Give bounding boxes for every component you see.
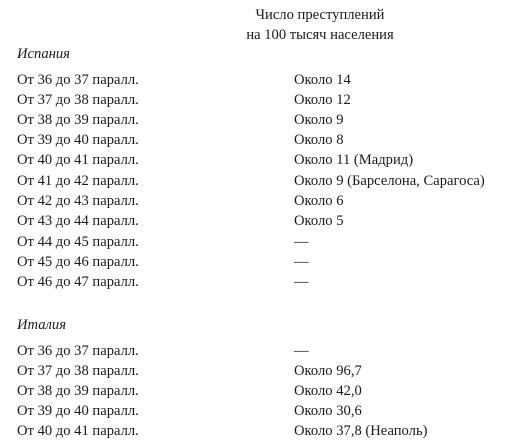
row-value: Около 12: [294, 92, 351, 108]
table-header: [220, 5, 420, 45]
table-row: [0, 232, 507, 252]
row-value: Около 42,0: [294, 383, 362, 399]
row-label: От 38 до 39 паралл.: [17, 383, 139, 399]
row-label: От 39 до 40 паралл.: [17, 132, 139, 148]
row-value: Около 9 (Барселона, Сарагоса): [294, 173, 485, 189]
row-label: От 37 до 38 паралл.: [17, 92, 139, 108]
row-value: Около 11 (Мадрид): [294, 152, 414, 168]
row-label: От 39 до 40 паралл.: [17, 403, 139, 419]
section-title-italy: Италия: [17, 317, 66, 333]
table-row: [0, 421, 507, 441]
table-row: [0, 191, 507, 211]
header-line-2: на 100 тысяч населения: [246, 27, 394, 43]
table-row: [0, 211, 507, 231]
row-label: От 36 до 37 паралл.: [17, 343, 139, 359]
row-label: От 43 до 44 паралл.: [17, 213, 139, 229]
row-value: —: [294, 343, 309, 359]
row-label: От 41 до 42 паралл.: [17, 173, 139, 189]
row-value: —: [294, 254, 309, 270]
row-label: От 45 до 46 паралл.: [17, 254, 139, 270]
table-row: [0, 110, 507, 130]
row-label: От 42 до 43 паралл.: [17, 193, 139, 209]
table-row: [0, 272, 507, 292]
header-line-1: Число преступлений: [255, 7, 385, 23]
table-row: [0, 401, 507, 421]
row-value: Около 9: [294, 112, 344, 128]
table-row: [0, 341, 507, 361]
table-row: [0, 252, 507, 272]
section-title-spain: Испания: [17, 46, 70, 62]
row-value: Около 96,7: [294, 363, 362, 379]
table-row: [0, 381, 507, 401]
row-value: —: [294, 234, 309, 250]
row-value: Около 5: [294, 213, 344, 229]
row-value: —: [294, 274, 309, 290]
row-value: Около 6: [294, 193, 344, 209]
table-row: [0, 90, 507, 110]
row-label: От 37 до 38 паралл.: [17, 363, 139, 379]
row-value: Около 8: [294, 132, 344, 148]
row-value: Около 30,6: [294, 403, 362, 419]
row-label: От 40 до 41 паралл.: [17, 152, 139, 168]
table-row: [0, 171, 507, 191]
row-value: Около 14: [294, 72, 351, 88]
row-label: От 46 до 47 паралл.: [17, 274, 139, 290]
row-label: От 40 до 41 паралл.: [17, 423, 139, 439]
row-label: От 36 до 37 паралл.: [17, 72, 139, 88]
table-row: [0, 70, 507, 90]
table-row: [0, 361, 507, 381]
row-label: От 38 до 39 паралл.: [17, 112, 139, 128]
row-value: Около 37,8 (Неаполь): [294, 423, 428, 439]
table-row: [0, 150, 507, 170]
row-label: От 44 до 45 паралл.: [17, 234, 139, 250]
table-row: [0, 130, 507, 150]
